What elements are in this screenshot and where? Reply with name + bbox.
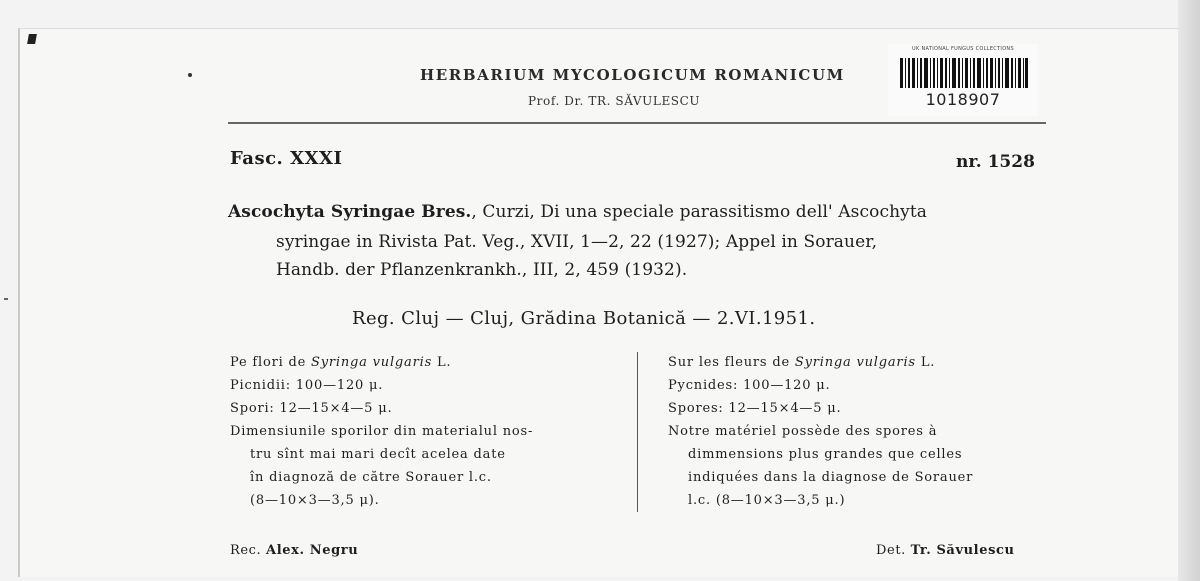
ro-pycnidia: Picnidii: 100—120 μ. [230, 378, 384, 393]
header-rule [228, 122, 1046, 124]
barcode-number: 1018907 [925, 90, 1001, 109]
ro-note-line-2: tru sînt mai mari decît acelea date [250, 447, 506, 462]
species-name: Ascochyta Syringae Bres. [228, 202, 472, 222]
french-description [668, 351, 973, 512]
ro-note-line-3: în diagnoză de către Sorauer l.c. [250, 470, 492, 485]
citation-line-2: syringae in Rivista Pat. Veg., XVII, 1—2, 22 (1927); Appel in Sorauer, [276, 232, 878, 252]
barcode-icon [900, 58, 1028, 88]
page-edge-shadow [1178, 0, 1200, 581]
ro-note-line-1: Dimensiunile sporilor din materialul nos- [230, 424, 534, 439]
citation-line-3: Handb. der Pflanzenkrankh., III, 2, 459 (1932). [276, 260, 688, 280]
determiner: Det. Tr. Săvulescu [876, 543, 1015, 558]
romanian-description [230, 351, 533, 512]
citation-line-1 [228, 202, 927, 222]
barcode-sticker [888, 44, 1038, 116]
ro-host-line: Pe flori de Syringa vulgaris L. [230, 355, 452, 370]
fr-host-species: Syringa vulgaris [794, 355, 916, 370]
fr-note-line-1: Notre matériel possède des spores à [668, 424, 938, 439]
ink-dot [188, 73, 192, 77]
herbarium-director: Prof. Dr. TR. SĂVULESCU [528, 94, 701, 108]
fr-note-line-2: dimmensions plus grandes que celles [688, 447, 963, 462]
citation-line-1-rest: , Curzi, Di una speciale parassitismo dell' Ascochyta [471, 202, 927, 222]
edge-tick [4, 298, 8, 300]
fr-note-line-3: indiquées dans la diagnose de Sorauer [688, 470, 974, 485]
barcode-collection-label: UK NATIONAL FUNGUS COLLECTIONS [912, 46, 1014, 52]
collector: Rec. Alex. Negru [230, 543, 359, 558]
determiner-name: Tr. Săvulescu [910, 543, 1015, 558]
ro-spores: Spori: 12—15×4—5 μ. [230, 401, 393, 416]
fascicle-number: Fasc. XXXI [230, 148, 343, 169]
fr-spores: Spores: 12—15×4—5 μ. [668, 401, 842, 416]
specimen-number: nr. 1528 [956, 152, 1035, 172]
herbarium-title: HERBARIUM MYCOLOGICUM ROMANICUM [420, 66, 845, 84]
ro-host-species: Syringa vulgaris [311, 355, 433, 370]
locality-date: Reg. Cluj — Cluj, Grădina Botanică — 2.VI.1951. [352, 308, 816, 329]
fr-pycnidia: Pycnides: 100—120 μ. [668, 378, 831, 393]
fr-note-line-4: l.c. (8—10×3—3,5 μ.) [688, 493, 846, 508]
column-divider [637, 352, 638, 512]
fr-host-line: Sur les fleurs de Syringa vulgaris L. [668, 355, 936, 370]
ro-note-line-4: (8—10×3—3,5 μ). [250, 493, 380, 508]
collector-name: Alex. Negru [266, 543, 359, 558]
